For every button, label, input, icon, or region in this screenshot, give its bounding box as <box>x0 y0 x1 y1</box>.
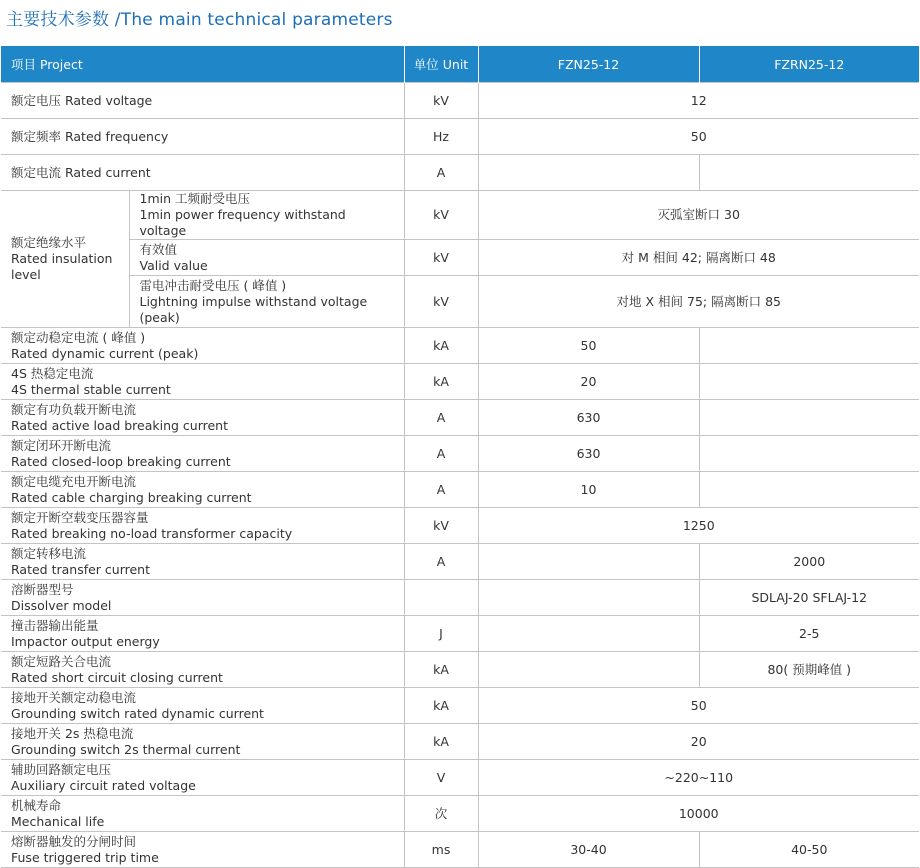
table-row <box>1 508 919 544</box>
row-unit: A <box>404 436 478 472</box>
row-unit <box>404 580 478 616</box>
insulation-label-cn: 额定绝缘水平 <box>11 235 87 250</box>
row-label-cn: 额定短路关合电流 <box>11 653 112 669</box>
table-row <box>1 616 919 652</box>
subrow-label <box>129 191 404 240</box>
subrow-label <box>129 240 404 276</box>
row-label-cn: 额定转移电流 <box>11 545 87 561</box>
row-label-cn: 机械寿命 <box>11 797 62 813</box>
insulation-label <box>1 191 129 328</box>
row-value-col2: 80( 预期峰值 ) <box>699 652 919 688</box>
row-label-en: Rated active load breaking current <box>11 417 229 433</box>
table-row <box>1 155 919 191</box>
row-label <box>1 832 404 868</box>
row-label: 额定电压 Rated voltage <box>1 83 404 119</box>
table-row <box>1 544 919 580</box>
row-label: 额定频率 Rated frequency <box>1 119 404 155</box>
row-label-en: Rated closed-loop breaking current <box>11 453 231 469</box>
row-label-cn: 辅助回路额定电压 <box>11 761 112 777</box>
table-row <box>1 652 919 688</box>
header-item: 项目 Project <box>1 46 404 83</box>
row-unit: 次 <box>404 796 478 832</box>
row-value-col1 <box>478 155 699 191</box>
row-label-cn: 额定有功负载开断电流 <box>11 401 137 417</box>
row-unit: kV <box>404 240 478 276</box>
row-value-col1: 630 <box>478 400 699 436</box>
row-label-en: Rated dynamic current (peak) <box>11 345 199 361</box>
row-unit: kA <box>404 652 478 688</box>
row-value-col1: 10 <box>478 472 699 508</box>
row-label-en: Mechanical life <box>11 813 105 829</box>
table-row <box>1 328 919 364</box>
row-label-en: Impactor output energy <box>11 633 160 649</box>
row-label <box>1 724 404 760</box>
row-value: 50 <box>478 688 919 724</box>
row-value-col1: 20 <box>478 364 699 400</box>
row-unit: A <box>404 400 478 436</box>
row-unit: A <box>404 544 478 580</box>
row-label <box>1 652 404 688</box>
row-value-col2: 40-50 <box>699 832 919 868</box>
row-label-en: Rated short circuit closing current <box>11 669 223 685</box>
row-label-cn: 额定电缆充电开断电流 <box>11 473 137 489</box>
row-unit: kV <box>404 508 478 544</box>
row-label <box>1 328 404 364</box>
row-value: 对 M 相间 42; 隔离断口 48 <box>478 240 919 276</box>
row-label <box>1 760 404 796</box>
row-value: 20 <box>478 724 919 760</box>
row-label <box>1 796 404 832</box>
table-row <box>1 276 919 328</box>
row-label-en: Auxiliary circuit rated voltage <box>11 777 196 793</box>
subrow-label-en: Valid value <box>139 257 208 273</box>
row-value-col1: 630 <box>478 436 699 472</box>
row-label-cn: 额定开断空载变压器容量 <box>11 509 149 525</box>
row-label-en: 4S thermal stable current <box>11 381 171 397</box>
parameters-table <box>1 46 919 868</box>
header-col1: FZN25-12 <box>478 46 699 83</box>
row-label-en: Grounding switch rated dynamic current <box>11 705 264 721</box>
row-unit: kV <box>404 191 478 240</box>
row-value-col1 <box>478 652 699 688</box>
row-unit: kV <box>404 276 478 328</box>
header-col2: FZRN25-12 <box>699 46 919 83</box>
row-unit: A <box>404 472 478 508</box>
row-value: 1250 <box>478 508 919 544</box>
row-value-col1 <box>478 616 699 652</box>
row-label: 额定电流 Rated current <box>1 155 404 191</box>
row-value-col1 <box>478 544 699 580</box>
row-value-col2 <box>699 472 919 508</box>
row-value-col2 <box>699 400 919 436</box>
table-row <box>1 436 919 472</box>
table-row <box>1 760 919 796</box>
table-row <box>1 724 919 760</box>
row-value: ~220~110 <box>478 760 919 796</box>
row-label <box>1 616 404 652</box>
table-row <box>1 119 919 155</box>
row-value: 50 <box>478 119 919 155</box>
row-label <box>1 544 404 580</box>
row-label-cn: 溶断器型号 <box>11 581 74 597</box>
row-label-cn: 接地开关 2s 热稳电流 <box>11 725 134 741</box>
subrow-label-en: Lightning impulse withstand voltage (peak) <box>139 293 368 325</box>
row-unit: ms <box>404 832 478 868</box>
subrow-label-cn: 雷电冲击耐受电压 ( 峰值 ) <box>139 277 287 293</box>
page-title: 主要技术参数 /The main technical parameters <box>6 10 393 30</box>
insulation-label-en: Rated insulation level <box>11 251 113 282</box>
row-value-col2 <box>699 364 919 400</box>
row-value: 10000 <box>478 796 919 832</box>
row-label <box>1 364 404 400</box>
row-value-col2: SDLAJ-20 SFLAJ-12 <box>699 580 919 616</box>
table-row <box>1 364 919 400</box>
row-unit: kA <box>404 688 478 724</box>
subrow-label-cn: 有效值 <box>139 241 178 257</box>
row-label-cn: 撞击器输出能量 <box>11 617 99 633</box>
table-row <box>1 688 919 724</box>
row-value-col1 <box>478 580 699 616</box>
row-unit: kV <box>404 83 478 119</box>
table-row <box>1 83 919 119</box>
row-label-cn: 额定动稳定电流 ( 峰值 ) <box>11 329 146 345</box>
row-label-en: Fuse triggered trip time <box>11 849 159 865</box>
table-row <box>1 400 919 436</box>
row-value: 12 <box>478 83 919 119</box>
row-label <box>1 688 404 724</box>
table-row <box>1 240 919 276</box>
row-label-cn: 4S 热稳定电流 <box>11 365 94 381</box>
row-label-cn: 熔断器触发的分闸时间 <box>11 833 137 849</box>
row-value-col1: 50 <box>478 328 699 364</box>
row-value-col2: 2000 <box>699 544 919 580</box>
row-value-col2 <box>699 436 919 472</box>
header-unit: 单位 Unit <box>404 46 478 83</box>
row-label-cn: 接地开关额定动稳电流 <box>11 689 137 705</box>
row-label <box>1 580 404 616</box>
table-row <box>1 796 919 832</box>
row-value: 灭弧室断口 30 <box>478 191 919 240</box>
row-value-col2 <box>699 155 919 191</box>
row-unit: kA <box>404 724 478 760</box>
row-unit: kA <box>404 328 478 364</box>
row-label-en: Grounding switch 2s thermal current <box>11 741 241 757</box>
row-label-en: Rated cable charging breaking current <box>11 489 252 505</box>
row-unit: V <box>404 760 478 796</box>
subrow-label-cn: 1min 工频耐受电压 <box>139 191 250 206</box>
row-label <box>1 472 404 508</box>
row-unit: kA <box>404 364 478 400</box>
subrow-label-en: 1min power frequency withstand voltage <box>139 207 346 238</box>
row-label-en: Rated breaking no-load transformer capacity <box>11 525 293 541</box>
row-label <box>1 400 404 436</box>
row-value-col2: 2-5 <box>699 616 919 652</box>
row-unit: Hz <box>404 119 478 155</box>
subrow-label <box>129 276 404 328</box>
row-value-col2 <box>699 328 919 364</box>
table-header-row <box>1 46 919 83</box>
row-unit: A <box>404 155 478 191</box>
row-value: 对地 X 相间 75; 隔离断口 85 <box>478 276 919 328</box>
table-row <box>1 472 919 508</box>
table-row <box>1 832 919 868</box>
row-value-col1: 30-40 <box>478 832 699 868</box>
row-unit: J <box>404 616 478 652</box>
row-label-cn: 额定闭环开断电流 <box>11 437 112 453</box>
table-row <box>1 580 919 616</box>
table-row <box>1 191 919 240</box>
row-label <box>1 436 404 472</box>
row-label <box>1 508 404 544</box>
row-label-en: Rated transfer current <box>11 561 151 577</box>
row-label-en: Dissolver model <box>11 597 112 613</box>
